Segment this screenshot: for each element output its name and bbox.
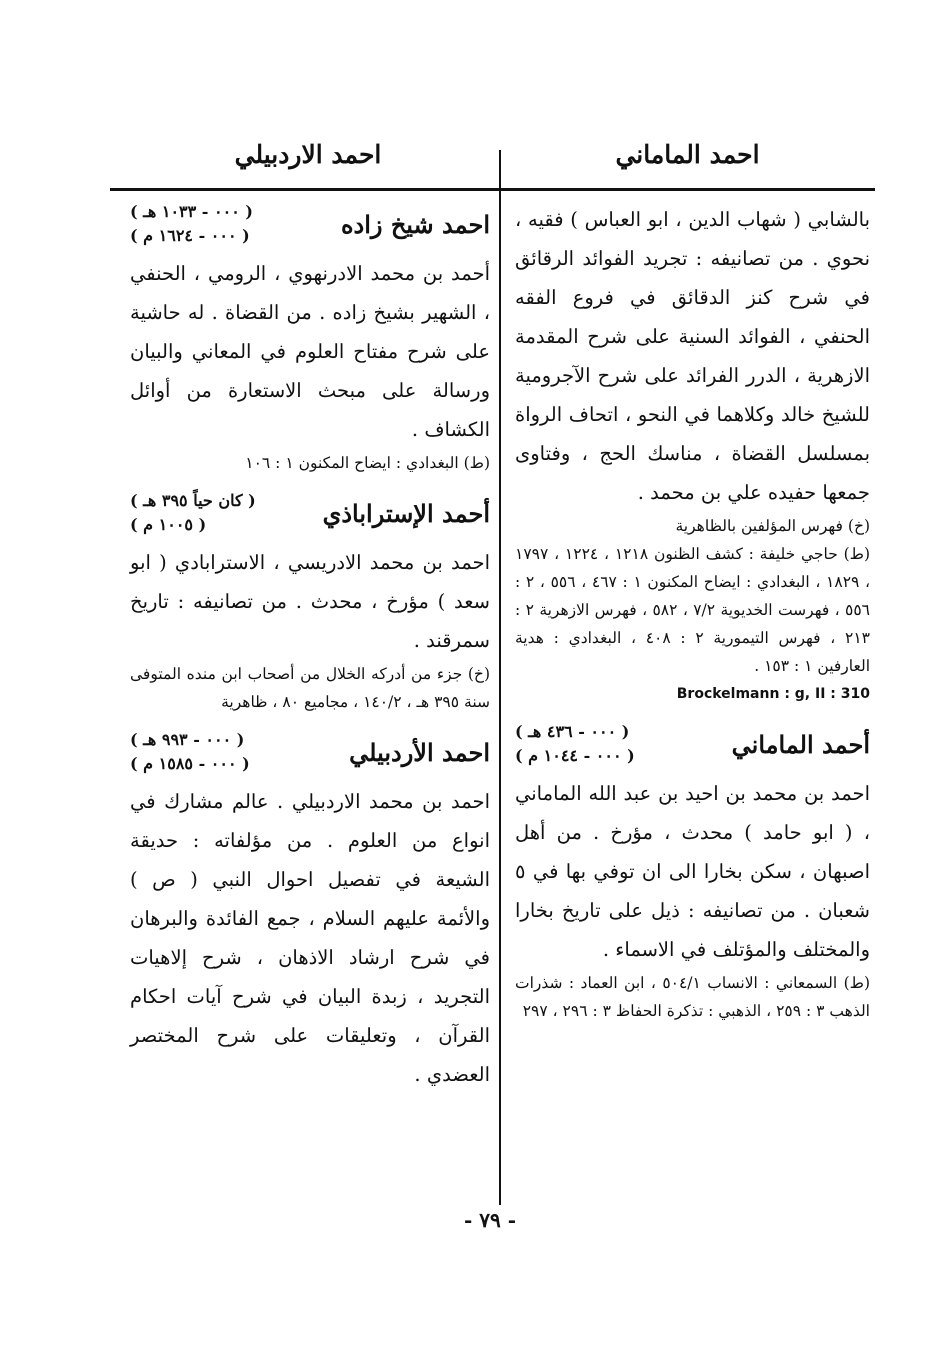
dates-gregorian: ( ١٠٠٥ م )	[130, 515, 207, 534]
continuation-bio: بالشابي ( شهاب الدين ، ابو العباس ) فقيه ، نحوي . من تصانيفه : تجريد الفوائد الرقائق في شرح كنز الدقائق في فروع الفقه الحنفي ، الفوائد السنية على شرح المقدمة الازهرية ، الدرر الفرائد على شرح الآجرومية للشيخ خالد وكلاهما في النحو ، اتحاف الرواة بمسلسل القضاة ، مناسك الحج ، وفتاوى جمعها حفيده علي بن محمد .	[515, 208, 870, 504]
brockelmann-ref: Brockelmann : g, II : 310	[676, 686, 870, 702]
entry-header-astarabadi	[130, 489, 490, 537]
entry-dates-ardabili	[130, 728, 250, 776]
entry-name-mamani: أحمد الماماني	[731, 729, 870, 759]
dates-hijri: ( كان حياً ٣٩٥ هـ )	[130, 491, 256, 510]
dates-hijri: ( ٠٠٠ - ٩٩٣ هـ )	[130, 730, 245, 749]
entry-ref-astarabadi: (خ) جزء من أدركه الخلال من أصحاب ابن منده المتوفى سنة ٣٩٥ هـ ، ١٤٠/٢ ، مجاميع ٨٠ ، ظاهرية	[130, 665, 490, 711]
dates-gregorian: ( ٠٠٠ - ١٦٢٤ م )	[130, 226, 250, 245]
entry-header-mamani	[515, 720, 870, 768]
entry-name-shaykhzadeh: احمد شيخ زاده	[340, 209, 490, 239]
entry-ref-shaykhzadeh: (ط) البغدادي : ايضاح المكنون ١ : ١٠٦	[245, 454, 490, 472]
header-rule	[110, 188, 875, 191]
dates-gregorian: ( ٠٠٠ - ١٥٨٥ م )	[130, 754, 250, 773]
entry-bio-mamani: احمد بن محمد بن احيد بن عبد الله الماماني ، ( ابو حامد ) محدث ، مؤرخ . من أهل اصبهان ، سكن بخارا الى ان توفي بها في ٥ شعبان . من تصانيفه : ذيل على تاريخ بخارا والمختلف والمؤتلف في الاسماء .	[515, 782, 870, 961]
entry-header-ardabili	[130, 728, 490, 776]
continuation-ref-printed: (ط) حاجي خليفة : كشف الظنون ١٢١٨ ، ١٢٢٤ ، ١٧٩٧ ، ١٨٢٩ ، البغدادي : ايضاح المكنون ١ : ٤٦٧ ، ٥٥٦ ، ٢ : ٥٥٦ ، فهرست الخديوية ٧/٢ ، ٥٨٢ ، فهرس الازهرية ٢ : ٢١٣ ، فهرس التيمورية ٢ : ٤٠٨ ، البغدادي : هدية العارفين ١ : ١٥٣ .	[515, 545, 871, 675]
dates-gregorian: ( ٠٠٠ - ١٠٤٤ م )	[515, 746, 635, 765]
entry-bio-astarabadi: احمد بن محمد الادريسي ، الاسترابادي ( ابو سعد ) مؤرخ ، محدث . من تصانيفه : تاريخ سمرقند .	[130, 551, 490, 652]
entry-name-ardabili: احمد الأردبيلي	[349, 737, 490, 767]
right-column	[515, 200, 870, 1025]
running-header-left: احمد الاردبيلي	[234, 140, 382, 169]
left-column	[130, 200, 490, 1094]
dates-hijri: ( ٠٠٠ - ٤٣٦ هـ )	[515, 722, 630, 741]
entry-dates-shaykhzadeh	[130, 200, 253, 248]
entry-dates-mamani	[515, 720, 635, 768]
entry-bio-shaykhzadeh: أحمد بن محمد الادرنهوي ، الرومي ، الحنفي ، الشهير بشيخ زاده . من القضاة . له حاشية على شرح مفتاح العلوم في المعاني والبيان ورسالة على مبحث الاستعارة من أوائل الكشاف .	[130, 262, 490, 441]
continuation-ref-manuscript: (خ) فهرس المؤلفين بالظاهرية	[675, 517, 870, 535]
entry-dates-astarabadi	[130, 489, 256, 537]
entry-header-shaykhzadeh	[130, 200, 490, 248]
entry-name-astarabadi: أحمد الإستراباذي	[322, 498, 490, 528]
running-header-right: احمد الماماني	[615, 140, 760, 169]
entry-bio-ardabili: احمد بن محمد الاردبيلي . عالم مشارك في انواع من العلوم . من مؤلفاته : حديقة الشيعة في تفصيل احوال النبي ( ص ) والأئمة عليهم السلام ، جمع الفائدة والبرهان في شرح ارشاد الاذهان ، شرح إلاهيات التجريد ، زبدة البيان في شرح آيات احكام القرآن ، وتعليقات على شرح المختصر العضدي .	[130, 790, 490, 1086]
column-divider	[499, 150, 501, 1205]
entry-ref-mamani: (ط) السمعاني : الانساب ٥٠٤/١ ، ابن العماد : شذرات الذهب ٣ : ٢٥٩ ، الذهبي : تذكرة الحفاظ ٣ : ٢٩٦ ، ٢٩٧	[515, 974, 870, 1020]
dates-hijri: ( ٠٠٠ - ١٠٣٣ هـ )	[130, 202, 253, 221]
page-number: - ٧٩ -	[463, 1208, 516, 1232]
